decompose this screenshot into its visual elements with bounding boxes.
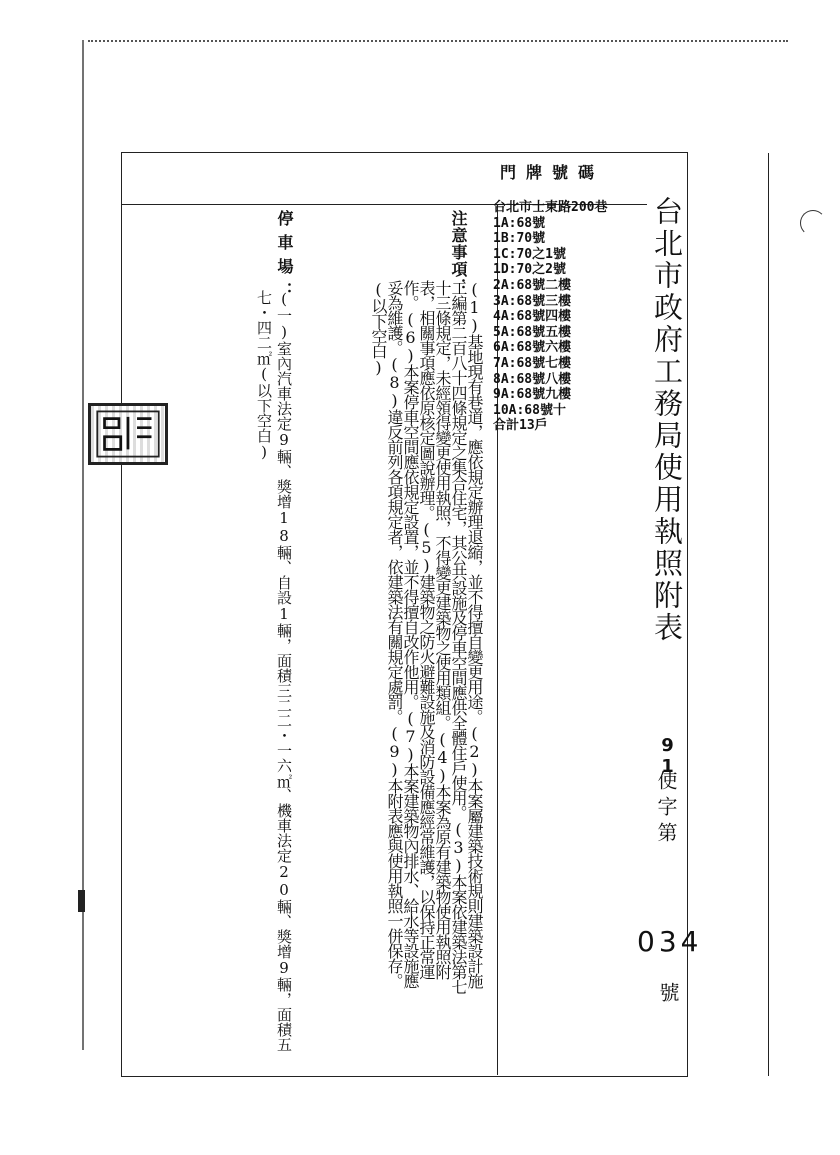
address-line: 3A:68號三樓 (493, 293, 572, 309)
address-line: 6A:68號六樓 (493, 340, 572, 356)
permit-number: 034 (637, 925, 703, 958)
notes-heading: 注意事項： (449, 210, 468, 295)
address-line: 1C:70之1號 (493, 246, 566, 262)
address-line: 4A:68號四樓 (493, 309, 572, 325)
margin-mark (78, 890, 85, 912)
door-number-header: 門牌號碼 (500, 163, 605, 182)
address-line: 5A:68號五樓 (493, 324, 572, 340)
address-total: 合計13戶 (493, 418, 548, 434)
address-line: 1D:70之2號 (493, 262, 566, 278)
address-line: 台北市士東路200巷 (493, 200, 608, 215)
parking-heading: 停車場： (275, 210, 294, 306)
scan-top-edge (88, 40, 788, 44)
form-title: 台北市政府工務局使用執照附表 (650, 196, 684, 644)
address-line: 2A:68號二樓 (493, 277, 572, 293)
permit-year: 91 (657, 735, 678, 777)
address-line: 7A:68號七樓 (493, 355, 572, 371)
official-seal-stamp (88, 403, 168, 465)
title-column (768, 153, 810, 1076)
parking-line-2: 七・四二㎡(以下空白) (255, 290, 273, 461)
notes-body: (1)基地現有巷道，應依規定辦理退縮，並不得擅自變更用途。(2)本案屬建築技術規則建築設計施工編第二百八十四條規定之集合住宅，其公共設施及停車空間應供全體住戶使用。(3)本案依建築法第七十三條規定，未經領得變更使用執照，不得變更建築物之使用類組。(4)本案為原有建築物使用執照附表，相關事項應依原核定圖說辦理。(5)建築物之防火避難設施及消防設備應經常維護，以保持正常運作。(6)本案停車空間應依規定設置，並不得擅自改作他用。(7)本案建築物內排水、給水等設施應妥為維護。(8)違反前列各項規定者，依建築法有關規定處罰。(9)本附表應與使用執照一併保存。(以下空白) (369, 280, 484, 994)
address-line: 1B:70號 (493, 231, 546, 247)
seal-glyph-icon (91, 406, 165, 462)
parking-line-1: (一)室內汽車法定9輛、獎增18輛、自設1輛，面積三二二・一六㎡、機車法定20輛、獎增9輛，面積五 (275, 290, 293, 1052)
address-list (493, 200, 643, 434)
permit-suffix: 號 (656, 982, 680, 1002)
address-line: 10A:68號十 (493, 402, 566, 418)
address-line: 1A:68號 (493, 215, 546, 231)
address-line: 9A:68號九樓 (493, 387, 572, 403)
address-line: 8A:68號八樓 (493, 371, 572, 387)
permit-label: 使字第 (654, 770, 678, 848)
